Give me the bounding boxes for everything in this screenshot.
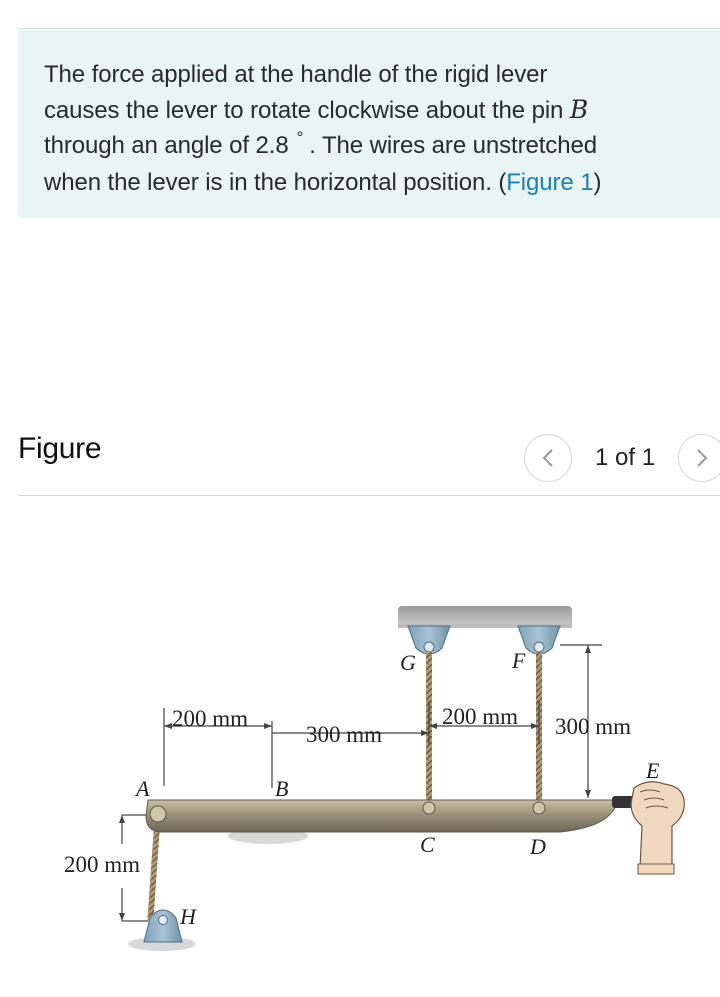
point-label-e: E (646, 758, 660, 783)
lever-figure (0, 496, 720, 992)
dim-label-bc: 300 mm (306, 722, 383, 747)
figure-header (18, 432, 720, 472)
problem-line-2-text: causes the lever to rotate clockwise about the pin (44, 97, 570, 124)
figure-page-counter: 1 of 1 (595, 444, 656, 471)
dimension-arrows (119, 645, 591, 921)
ceiling-support (398, 606, 572, 628)
degree-symbol: ° (296, 128, 304, 147)
point-label-c: C (420, 832, 435, 857)
rigid-lever (146, 800, 616, 832)
handle-with-hand (612, 782, 684, 874)
next-figure-button[interactable] (678, 434, 720, 482)
figure-1-link[interactable]: Figure 1 (506, 169, 594, 196)
problem-line-4 (44, 165, 720, 200)
figure-title: Figure (18, 432, 102, 465)
dim-label-ah-height: 200 mm (64, 852, 141, 877)
dim-label-de-height: 300 mm (555, 714, 632, 739)
problem-line-3 (44, 128, 720, 165)
problem-line-2 (44, 92, 720, 128)
previous-figure-button[interactable] (524, 434, 572, 482)
point-label-a: A (136, 776, 150, 801)
problem-line-3-post: . The wires are unstretched (309, 132, 597, 159)
point-label-d: D (530, 834, 546, 859)
problem-line-1 (44, 57, 720, 92)
problem-line-1-text: The force applied at the handle of the rigid lever (44, 61, 548, 88)
point-label-b: B (275, 776, 289, 801)
problem-line-4-text: when the lever is in the horizontal position. ( (44, 169, 507, 196)
problem-line-3-text: through an angle of 2.8 (44, 132, 289, 159)
problem-text (44, 57, 720, 200)
point-label-f: F (512, 648, 526, 673)
dimension-lines (122, 645, 602, 921)
point-label-h: H (180, 904, 196, 929)
problem-statement-box (18, 30, 720, 218)
chevron-right-icon (695, 447, 709, 469)
dim-label-ab: 200 mm (172, 706, 249, 731)
dim-label-cd: 200 mm (442, 704, 519, 729)
problem-line-4-post: ) (593, 169, 602, 196)
point-label-g: G (400, 650, 416, 675)
top-divider (18, 28, 720, 29)
chevron-left-icon (541, 447, 555, 469)
pin-b-variable: B (569, 95, 589, 124)
